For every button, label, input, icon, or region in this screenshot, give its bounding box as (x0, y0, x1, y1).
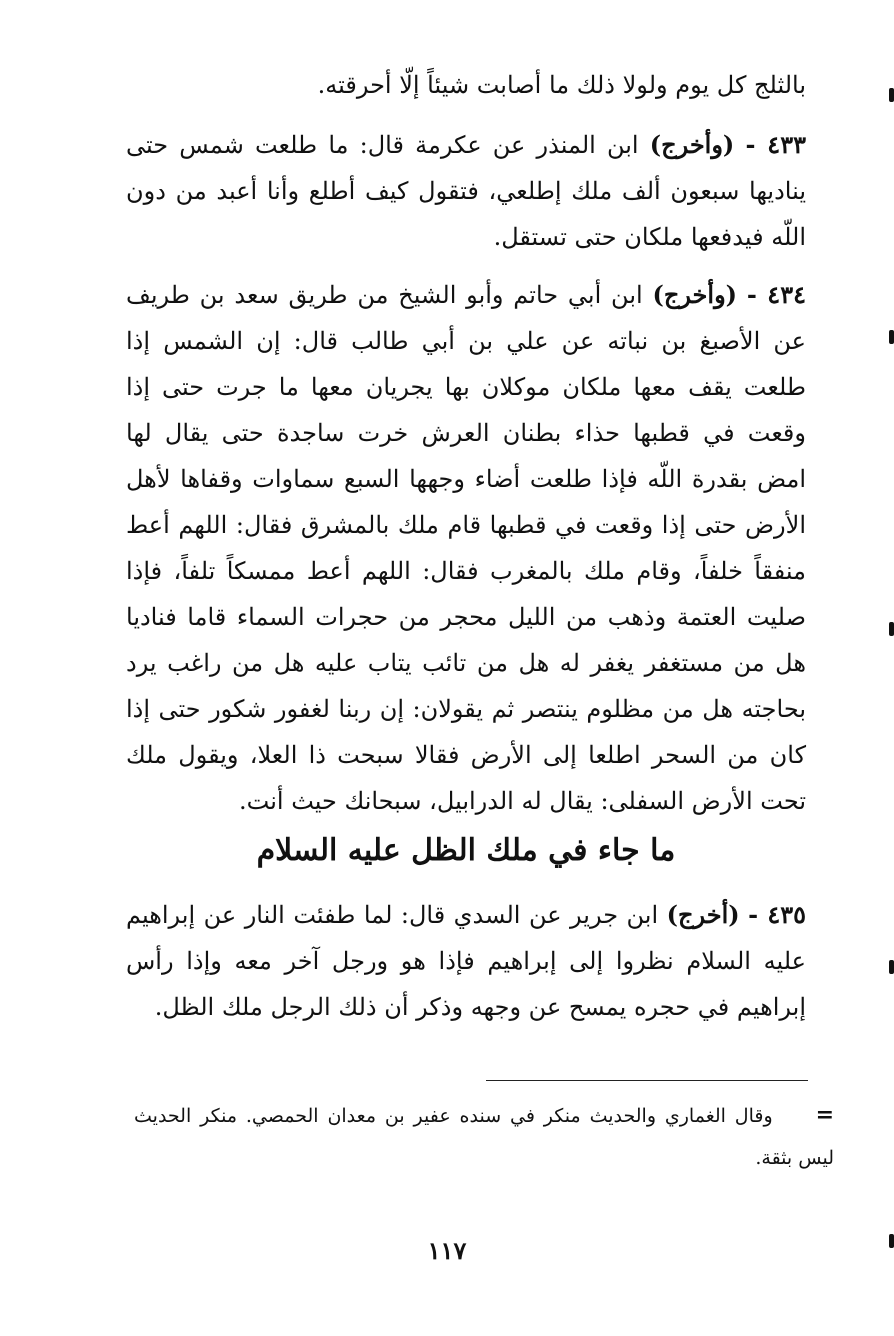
paragraph-continuation (126, 62, 806, 108)
hadith-keyword: (أخرج) (666, 900, 740, 929)
paragraph-text: بالثلج كل يوم ولولا ذلك ما أصابت شيئاً إلّا أحرقته. (317, 71, 806, 99)
footnote (134, 1094, 834, 1179)
binding-mark (889, 622, 894, 636)
hadith-435 (126, 892, 806, 1030)
binding-mark (889, 960, 894, 974)
hadith-number: ٤٣٥ - (748, 900, 806, 929)
hadith-text: ابن أبي حاتم وأبو الشيخ من طريق سعد بن طريف عن الأصبغ بن نباته عن علي بن أبي طالب قال: إن الشمس إذا طلعت يقف معها ملكان موكلان بها يجريان معها ما جرت حتى إذا وقعت في قطبها حذاء بطنان العرش خرت ساجدة حتى يقال لها امض بقدرة اللّه فإذا طلعت أضاء وجهها السبع سماوات وقفاها لأهل الأرض حتى إذا وقعت في قطبها قام ملك بالمشرق فقال: اللهم أعط منفقاً خلفاً، وقام ملك بالمغرب فقال: اللهم أعط ممسكاً تلفاً، فإذا صليت العتمة وذهب من الليل محجر من حجرات السماء قاما فناديا هل من مستغفر يغفر له هل من تائب يتاب عليه هل من راغب يرد بحاجته هل من مظلوم ينتصر ثم يقولان: إن ربنا لغفور شكور حتى إذا كان من السحر اطلعا إلى الأرض فقالا سبحت ذا العلا، ويقول ملك تحت الأرض السفلى: يقال له الدرابيل، سبحانك حيث أنت. (126, 281, 807, 815)
hadith-text: ابن جرير عن السدي قال: لما طفئت النار عن إبراهيم عليه السلام نظروا إلى إبراهيم فإذا هو ورجل آخر معه وإذا رأس إبراهيم في حجره يمسح عن وجهه وذكر أن ذلك الرجل ملك الظل. (126, 901, 806, 1021)
section-heading: ما جاء في ملك الظل عليه السلام (256, 833, 676, 868)
footnote-marker: = (815, 1102, 834, 1128)
hadith-434 (126, 272, 806, 824)
page-number: ١١٧ (427, 1236, 467, 1265)
binding-mark (889, 88, 894, 102)
hadith-number: ٤٣٣ - (745, 130, 806, 159)
hadith-433 (126, 122, 806, 260)
footnote-divider (486, 1080, 808, 1081)
hadith-number: ٤٣٤ - (746, 280, 806, 309)
hadith-keyword: (وأخرج) (649, 130, 735, 159)
binding-mark (889, 330, 894, 344)
hadith-text: ابن المنذر عن عكرمة قال: ما طلعت شمس حتى يناديها سبعون ألف ملك إطلعي، فتقول كيف أطلع وأنا أعبد من دون اللّه فيدفعها ملكان حتى تستقل. (126, 131, 806, 251)
footnote-text: وقال الغماري والحديث منكر في سنده عفير بن معدان الحمصي. منكر الحديث ليس بثقة. (134, 1105, 834, 1169)
hadith-keyword: (وأخرج) (652, 280, 738, 309)
binding-mark (889, 1234, 894, 1248)
